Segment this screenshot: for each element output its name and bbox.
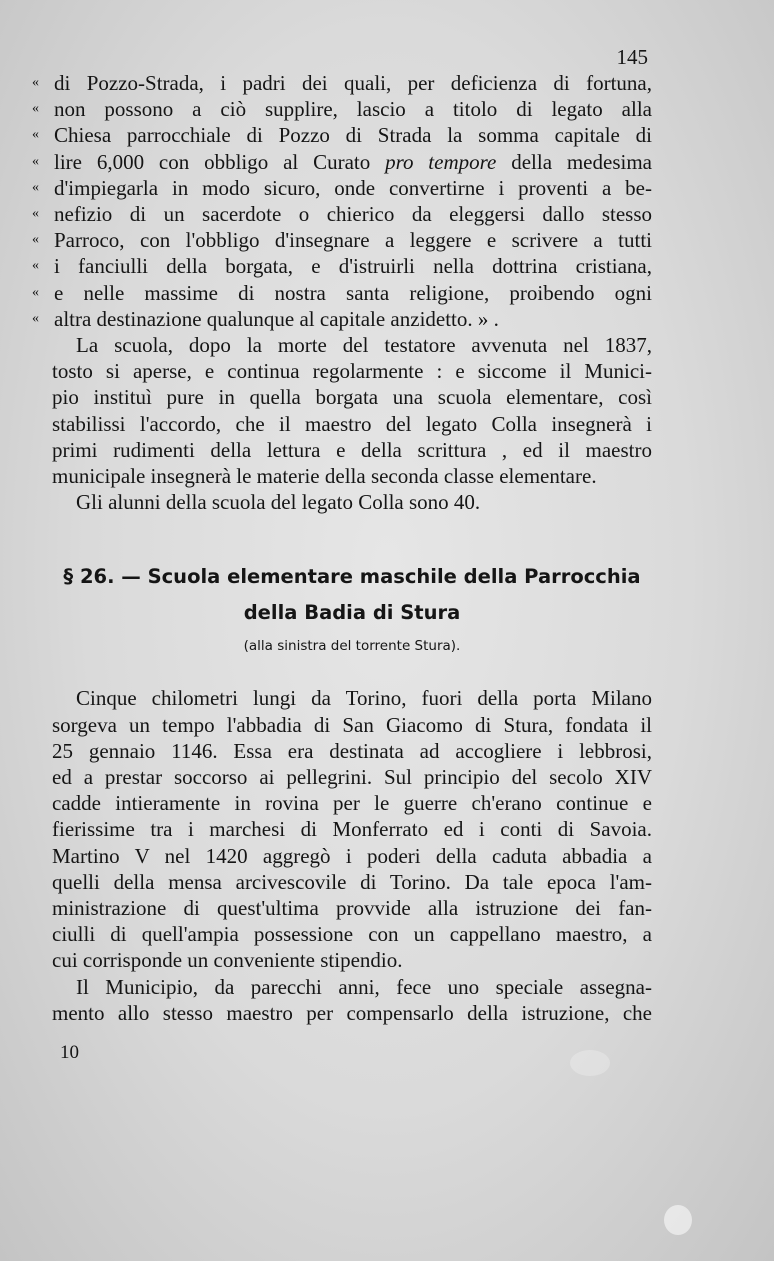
section-heading-line: della Badia di Stura	[243, 601, 461, 625]
quote-line	[32, 149, 652, 175]
text-line: ed a prestar soccorso ai pellegrini. Sul principio del secolo XIV	[52, 765, 652, 790]
open-quote-mark: «	[32, 310, 39, 326]
text-line: Gli alunni della scuola del legato Colla sono 40.	[76, 490, 481, 515]
page-number: 145	[616, 45, 648, 69]
quote-line-text: altra destinazione qualunque al capitale anzidetto. » .	[54, 306, 499, 331]
quote-line	[32, 306, 652, 332]
paragraph-school-history	[52, 332, 652, 489]
quote-line	[32, 253, 652, 279]
quote-line	[32, 227, 652, 253]
open-quote-mark: «	[32, 258, 39, 274]
text-line: mento allo stesso maestro per compensarlo della istruzione, che	[52, 1000, 652, 1025]
italic-phrase: pro tempore	[385, 149, 497, 174]
quote-line-text: Parroco, con l'obbligo d'insegnare a leggere e scrivere a tutti	[54, 228, 652, 253]
printer-signature-mark: 10	[60, 1042, 79, 1064]
paragraph-abbey-history	[52, 685, 652, 973]
text-line: fierissime tra i marchesi di Monferrato ed i conti di Savoia.	[52, 817, 652, 842]
page-content	[32, 45, 652, 1064]
paragraph-student-count	[52, 489, 652, 515]
text-line: quelli della mensa arcivescovile di Torino. Da tale epoca l'am-	[52, 869, 652, 894]
text-line: sorgeva un tempo l'abbadia di San Giacomo di Stura, fondata il	[52, 712, 652, 737]
quoted-testament	[32, 70, 652, 332]
quote-line-text: Chiesa parrocchiale di Pozzo di Strada la somma capitale di	[54, 123, 652, 148]
text-line: Il Municipio, da parecchi anni, fece uno speciale assegna-	[76, 974, 652, 999]
open-quote-mark: «	[32, 101, 39, 117]
quote-line	[32, 122, 652, 148]
text-line: 25 gennaio 1146. Essa era destinata ad accogliere i lebbrosi,	[52, 738, 652, 763]
text-line: ciulli di quell'ampia possessione con un cappellano maestro, a	[52, 922, 652, 947]
section-subheading: (alla sinistra del torrente Stura).	[243, 638, 461, 655]
text-line: municipale insegnerà le materie della seconda classe elementare.	[52, 464, 597, 489]
text-line: pio instituì pure in quella borgata una scuola elementare, così	[52, 385, 652, 410]
open-quote-mark: «	[32, 179, 39, 195]
open-quote-mark: «	[32, 127, 39, 143]
quote-line-text: nefizio di un sacerdote o chierico da eleggersi dallo stesso	[54, 202, 652, 227]
section-heading	[52, 559, 652, 631]
paper-stain	[664, 1205, 692, 1235]
quote-line	[32, 96, 652, 122]
text-line: stabilissi l'accordo, che il maestro del legato Colla insegnerà i	[52, 411, 652, 436]
text-line: cadde intieramente in rovina per le guerre ch'erano continue e	[52, 791, 652, 816]
text-line: cui corrisponde un conveniente stipendio.	[52, 948, 403, 973]
paragraph-municipality	[52, 974, 652, 1026]
text-line: La scuola, dopo la morte del testatore avvenuta nel 1837,	[76, 333, 652, 358]
quote-line	[32, 280, 652, 306]
text-line: primi rudimenti della lettura e della scrittura , ed il maestro	[52, 437, 652, 462]
open-quote-mark: «	[32, 232, 39, 248]
section-heading-line: § 26. — Scuola elementare maschile della Parrocchia	[63, 565, 641, 589]
open-quote-mark: «	[32, 75, 39, 90]
quote-line-text: i fanciulli della borgata, e d'istruirli nella dottrina cristiana,	[54, 254, 652, 279]
text-line: ministrazione di quest'ultima provvide alla istruzione dei fan-	[52, 896, 652, 921]
text-line: Cinque chilometri lungi da Torino, fuori della porta Milano	[76, 686, 652, 711]
quote-line	[32, 201, 652, 227]
quote-line	[32, 70, 652, 96]
text-line: tosto si aperse, e continua regolarmente : e siccome il Munici-	[52, 359, 652, 384]
open-quote-mark: «	[32, 206, 39, 222]
quote-line-text: di Pozzo-Strada, i padri dei quali, per deficienza di fortuna,	[54, 71, 652, 95]
quote-line	[32, 175, 652, 201]
text-line: Martino V nel 1420 aggregò i poderi della caduta abbadia a	[52, 843, 652, 868]
quote-line-text: non possono a ciò supplire, lascio a titolo di legato alla	[54, 97, 652, 122]
open-quote-mark: «	[32, 153, 39, 169]
quote-line-text: e nelle massime di nostra santa religione, proibendo ogni	[54, 280, 652, 305]
quote-line-text: d'impiegarla in modo sicuro, onde convertirne i proventi a be-	[54, 175, 652, 200]
quote-line-text: lire 6,000 con obbligo al Curato pro tempore della medesima	[54, 149, 652, 174]
open-quote-mark: «	[32, 284, 39, 300]
